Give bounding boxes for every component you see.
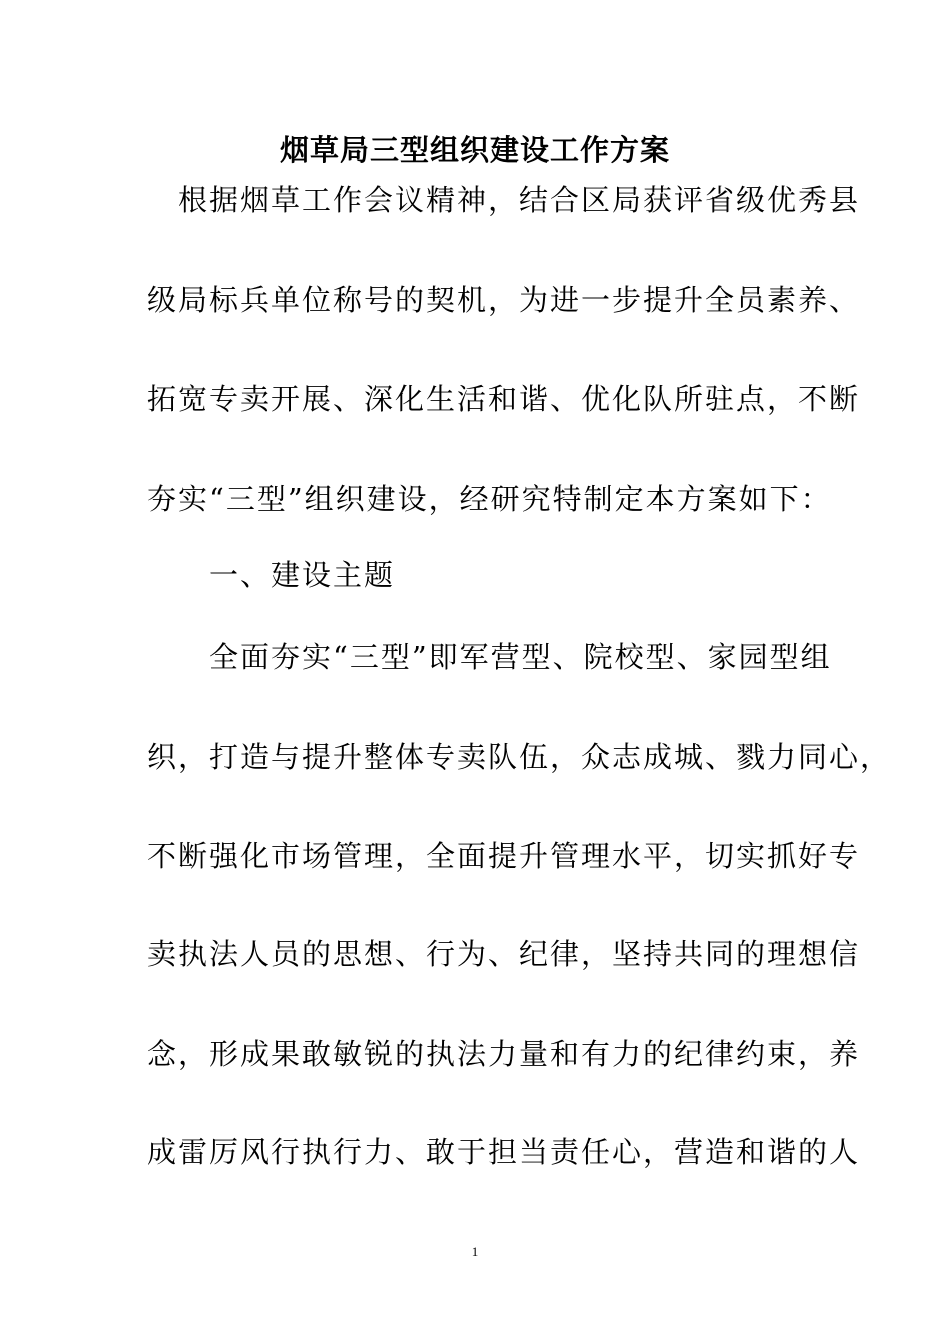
body-line-6: 全面夯实“三型”即军营型、院校型、家园型组 <box>147 640 832 674</box>
section-heading: 一、建设主题 <box>147 558 396 592</box>
body-line-8: 不断强化市场管理，全面提升管理水平，切实抓好专 <box>147 839 861 873</box>
body-line-3: 拓宽专卖开展、深化生活和谐、优化队所驻点，不断 <box>147 382 861 416</box>
body-line-4: 夯实“三型”组织建设，经研究特制定本方案如下： <box>147 482 832 516</box>
body-line-10: 念，形成果敢敏锐的执法力量和有力的纪律约束，养 <box>147 1037 861 1071</box>
body-line-2: 级局标兵单位称号的契机，为进一步提升全员素养、 <box>147 283 861 317</box>
body-line-9: 卖执法人员的思想、行为、纪律，坚持共同的理想信 <box>147 937 861 971</box>
body-line-7: 织，打造与提升整体专卖队伍，众志成城、戮力同心， <box>147 740 892 774</box>
document-title: 烟草局三型组织建设工作方案 <box>279 133 670 167</box>
body-line-11: 成雷厉风行执行力、敢于担当责任心，营造和谐的人 <box>147 1135 861 1169</box>
body-line-1: 根据烟草工作会议精神，结合区局获评省级优秀县 <box>147 183 861 217</box>
page-number: 1 <box>471 1244 479 1259</box>
